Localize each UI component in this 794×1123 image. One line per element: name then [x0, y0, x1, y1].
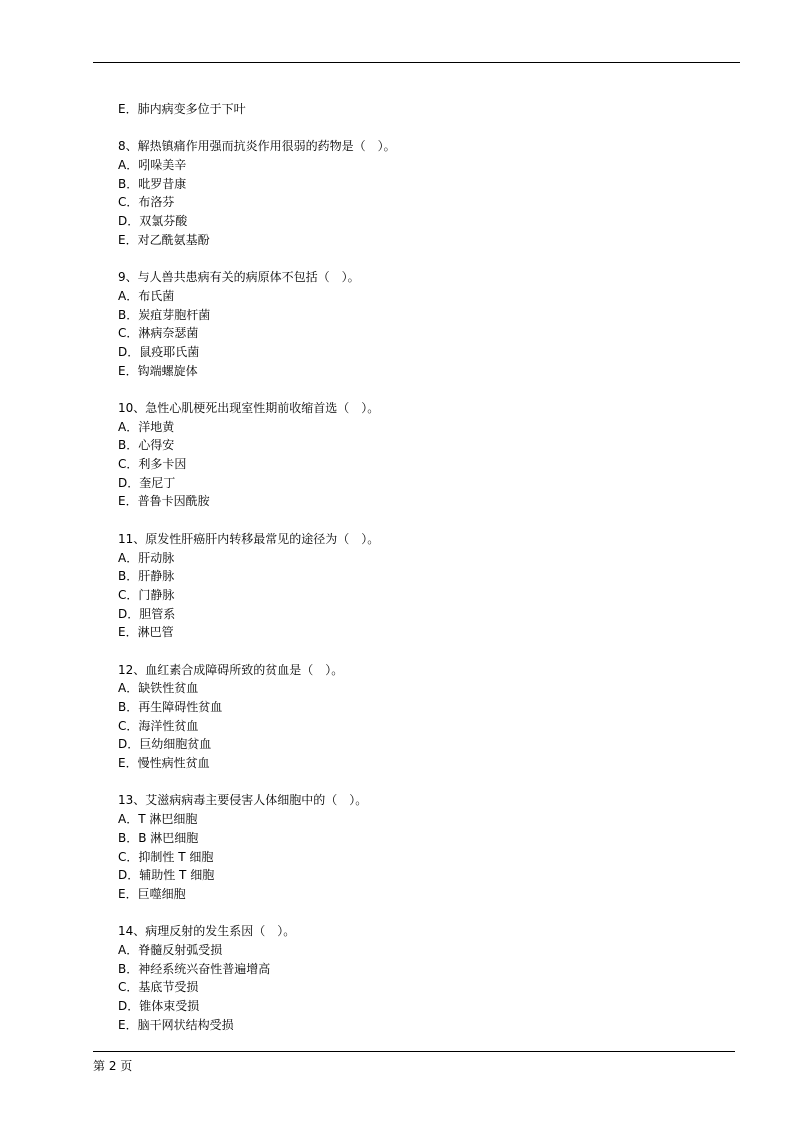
option-b: B．神经系统兴奋性普遍增高: [118, 961, 271, 976]
question-10: [118, 399, 718, 511]
question-12: [118, 661, 718, 773]
option-d: D．巨幼细胞贫血: [118, 737, 212, 752]
option-e: E．慢性病性贫血: [118, 756, 210, 771]
option-d: D．锥体束受损: [118, 999, 200, 1013]
page-number: 第 2 页: [93, 1059, 133, 1073]
question-stem: 12、血红素合成障碍所致的贫血是（ ）。: [118, 662, 344, 677]
footer-rule: [93, 1051, 735, 1052]
option-b: B．炭疽芽胞杆菌: [118, 307, 211, 322]
question-11: [118, 530, 718, 642]
question-14: [118, 922, 718, 1034]
option-b: B．吡罗昔康: [118, 176, 187, 191]
header-rule: [93, 62, 740, 63]
option-a: A．肝动脉: [118, 550, 175, 565]
option-e: E．对乙酰氨基酚: [118, 232, 210, 247]
question-stem: 11、原发性肝癌肝内转移最常见的途径为（ ）。: [118, 531, 380, 546]
question-8: [118, 137, 718, 249]
option-c: C．海洋性贫血: [118, 718, 199, 733]
question-9: [118, 268, 718, 380]
option-e: E．普鲁卡因酰胺: [118, 494, 210, 509]
option-d: D．鼠疫耶氏菌: [118, 344, 200, 359]
option-b: B．心得安: [118, 438, 175, 453]
option-c: C．抑制性 T 细胞: [118, 849, 214, 864]
option-c: C．布洛芬: [118, 195, 175, 210]
option-b: B．肝静脉: [118, 569, 175, 584]
option-e: E．淋巴管: [118, 625, 174, 640]
option-a: A．T 淋巴细胞: [118, 812, 198, 827]
page-content: [118, 100, 718, 1034]
option-c: C．基底节受损: [118, 980, 199, 995]
option-a: A．洋地黄: [118, 419, 175, 434]
option-e: E．脑干网状结构受损: [118, 1017, 234, 1032]
question-stem: 9、与人兽共患病有关的病原体不包括（ ）。: [118, 270, 360, 285]
question-stem: 10、急性心肌梗死出现室性期前收缩首选（ ）。: [118, 401, 380, 415]
question-stem: 8、解热镇痛作用强而抗炎作用很弱的药物是（ ）。: [118, 139, 396, 154]
question-stem: 14、病理反射的发生系因（ ）。: [118, 924, 296, 939]
option-a: A．吲哚美辛: [118, 158, 187, 173]
option-d: D．奎尼丁: [118, 475, 176, 490]
option-d: D．胆管系: [118, 606, 176, 621]
option-a: A．脊髓反射弧受损: [118, 942, 223, 957]
option-c: C．淋病奈瑟菌: [118, 326, 199, 341]
option-b: B．B 淋巴细胞: [118, 830, 199, 845]
option-a: A．布氏菌: [118, 288, 175, 303]
option-d: D．双氯芬酸: [118, 214, 188, 229]
question-13: [118, 791, 718, 903]
option-e: E．钩端螺旋体: [118, 363, 198, 378]
option-c: C．利多卡因: [118, 457, 187, 472]
option-b: B．再生障碍性贫血: [118, 700, 223, 714]
option-c: C．门静脉: [118, 587, 175, 602]
option-e: E．巨噬细胞: [118, 886, 186, 901]
question-stem: 13、艾滋病病毒主要侵害人体细胞中的（ ）。: [118, 793, 368, 808]
option-a: A．缺铁性贫血: [118, 681, 199, 696]
option-d: D．辅助性 T 细胞: [118, 868, 215, 883]
prev-question-option-e: E．肺内病变多位于下叶: [118, 102, 246, 116]
